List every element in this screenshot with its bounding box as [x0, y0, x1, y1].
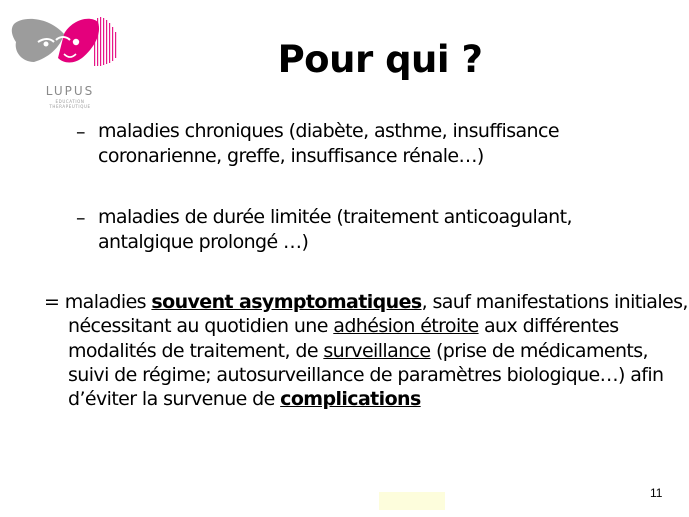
logo-subtitle [30, 99, 110, 109]
logo-subtitle-line1: EDUCATION [55, 99, 85, 104]
lupus-logo [8, 14, 130, 109]
emphasis-adhesion: adhésion étroite [333, 315, 479, 338]
butterfly-icon [8, 14, 130, 86]
summary-paragraph [44, 290, 688, 411]
footer-placeholder [379, 492, 445, 510]
bullet-line: antalgique prolongé …) [98, 231, 309, 253]
emphasis-asymptomatic: souvent asymptomatiques [151, 291, 422, 313]
para-text: (prise de médicaments, suivi de régime; autosurveillance de paramètres biologique…) afin d’éviter la survenue de [68, 339, 664, 411]
para-text: , sauf manifestations initiales, nécessitant au quotidien une [68, 291, 688, 338]
para-text: = maladies [44, 291, 152, 313]
emphasis-surveillance: surveillance [323, 339, 431, 362]
bullet-dash: – [76, 207, 86, 229]
bullet-chronic-diseases [98, 119, 673, 169]
bullet-line: maladies de durée limitée (traitement anticoagulant, [98, 206, 572, 228]
emphasis-complications: complications [280, 388, 421, 411]
bullet-line: maladies chroniques (diabète, asthme, insuffisance [98, 120, 559, 142]
bullet-line: coronarienne, greffe, insuffisance rénale…) [98, 145, 484, 167]
bullet-dash: – [76, 121, 86, 143]
page-number: 11 [650, 486, 663, 500]
logo-wordmark: LUPUS [45, 84, 95, 98]
bullet-limited-duration-diseases [98, 205, 673, 255]
para-text: aux différentes modalités de traitement, de [68, 315, 619, 362]
slide-title: Pour qui ? [277, 38, 483, 81]
logo-subtitle-line2: THERAPEUTIQUE [49, 104, 91, 109]
